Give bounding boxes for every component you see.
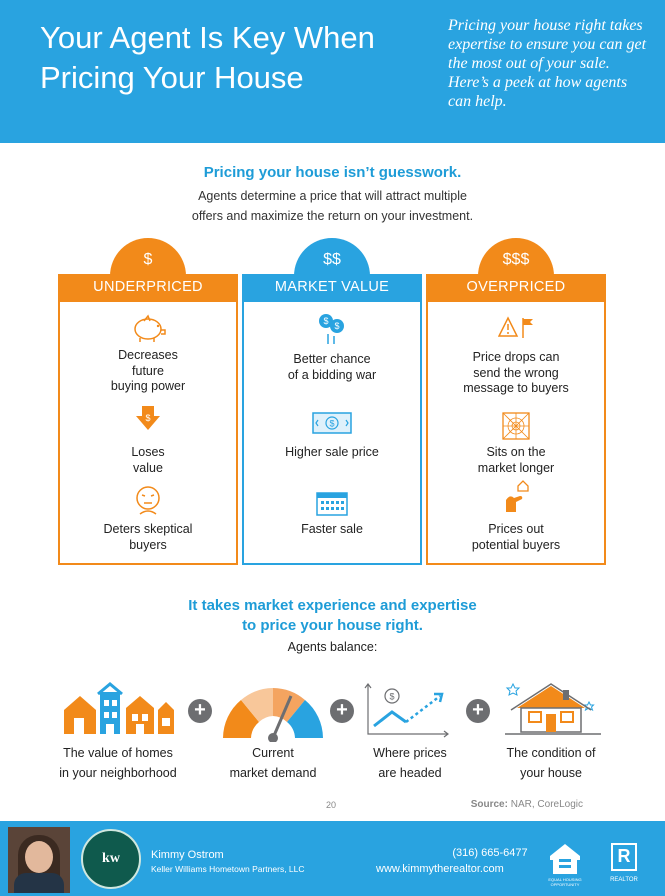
column-overpriced [426, 238, 606, 565]
svg-text:$: $ [323, 316, 329, 326]
header-intro: Pricing your house right takes expertise to ensure you can get the most out of your sale. Here’s a peek at how agents can help. [448, 17, 647, 110]
realtor-logo-icon [611, 843, 637, 871]
agents-balance-label: Agents balance: [287, 640, 378, 654]
svg-text:$: $ [145, 413, 151, 423]
factor-label [203, 743, 343, 783]
cobweb-icon [502, 412, 530, 440]
source-note [471, 799, 583, 810]
factor-label-line2: in your neighborhood [59, 766, 177, 780]
item-price-drops: Price drops can send the wrong message to buyers [463, 350, 569, 395]
source-label: Source: [470, 799, 508, 810]
warning-flag-icon [498, 316, 536, 340]
column-body [242, 300, 422, 565]
column-underpriced [58, 238, 238, 565]
page-title: Your Agent Is Key When Pricing Your House [40, 20, 375, 95]
team-logo [81, 829, 141, 889]
factor-label-line2: are headed [378, 766, 442, 780]
agent-company: Keller Williams Hometown Partners, LLC [151, 864, 305, 874]
piggy-bank-icon [128, 312, 168, 344]
column-heading: OVERPRICED [426, 274, 606, 300]
header-banner [0, 0, 665, 143]
agent-photo [8, 827, 70, 893]
calendar-icon [316, 492, 348, 516]
hand-house-icon [502, 480, 532, 516]
item-faster-sale: Faster sale [301, 522, 363, 536]
plus-icon: + [466, 699, 490, 723]
factor-label-line1: Current [252, 746, 294, 760]
item-deters-buyers: Deters skeptical buyers [103, 522, 193, 552]
section-text-line1: Agents determine a price that will attract multiple [198, 189, 467, 203]
factor-label-line2: market demand [229, 766, 317, 780]
dollar-bill-icon [312, 412, 352, 434]
factor-label-line1: The condition of [506, 746, 596, 760]
agent-website-link[interactable]: www.kimmytherealtor.com [376, 863, 504, 875]
column-tab: $$ [294, 238, 370, 314]
equal-housing-text: EQUAL HOUSING OPPORTUNITY [548, 877, 582, 887]
agent-name: Kimmy Ostrom [151, 849, 224, 861]
factor-label [48, 743, 188, 783]
factor-label-line1: Where prices [373, 746, 447, 760]
item-bidding-war: Better chance of a bidding war [287, 352, 377, 382]
plus-icon: + [330, 699, 354, 723]
section-title-guesswork: Pricing your house isn’t guesswork. [203, 164, 462, 181]
demand-gauge-icon [219, 684, 327, 742]
factor-label [481, 743, 621, 783]
agent-footer [0, 821, 665, 896]
team-logo-text: kw [102, 851, 120, 866]
expertise-line2: to price your house right. [242, 617, 423, 634]
expertise-line1: It takes market experience and expertise [188, 597, 477, 614]
house-condition-icon [503, 680, 603, 738]
item-sits-longer: Sits on the market longer [477, 445, 555, 475]
column-body [58, 300, 238, 565]
price-trend-icon [364, 682, 450, 738]
page-number: 20 [326, 800, 337, 810]
svg-text:$: $ [389, 691, 395, 702]
realtor-text: REALTOR [610, 877, 638, 883]
section-text-line2: offers and maximize the return on your investment. [191, 209, 474, 223]
item-decreases-power: Decreases future buying power [110, 348, 186, 393]
column-body [426, 300, 606, 565]
column-tab: $ [110, 238, 186, 314]
column-tab: $$$ [478, 238, 554, 314]
item-loses-value: Loses value [131, 445, 165, 475]
column-heading: MARKET VALUE [242, 274, 422, 300]
section-title-expertise [0, 596, 665, 636]
neighborhood-houses-icon [62, 680, 174, 736]
plus-icon: + [188, 699, 212, 723]
svg-text:$: $ [334, 321, 340, 331]
realtor-letter: R [617, 846, 631, 866]
svg-text:$: $ [329, 418, 335, 429]
down-arrow-dollar-icon [136, 406, 160, 432]
item-prices-out: Prices out potential buyers [471, 522, 561, 552]
agent-phone[interactable]: (316) 665-6477 [452, 847, 528, 859]
factor-label-line1: The value of homes [63, 746, 173, 760]
source-text: NAR, CoreLogic [510, 799, 583, 810]
column-heading: UNDERPRICED [58, 274, 238, 300]
factor-label-line2: your house [520, 766, 582, 780]
equal-housing-icon [548, 842, 582, 880]
factor-label [340, 743, 480, 783]
column-market-value [242, 238, 422, 565]
skeptical-face-icon [134, 484, 162, 516]
bidding-coins-icon [316, 312, 350, 346]
item-higher-price: Higher sale price [285, 445, 379, 459]
